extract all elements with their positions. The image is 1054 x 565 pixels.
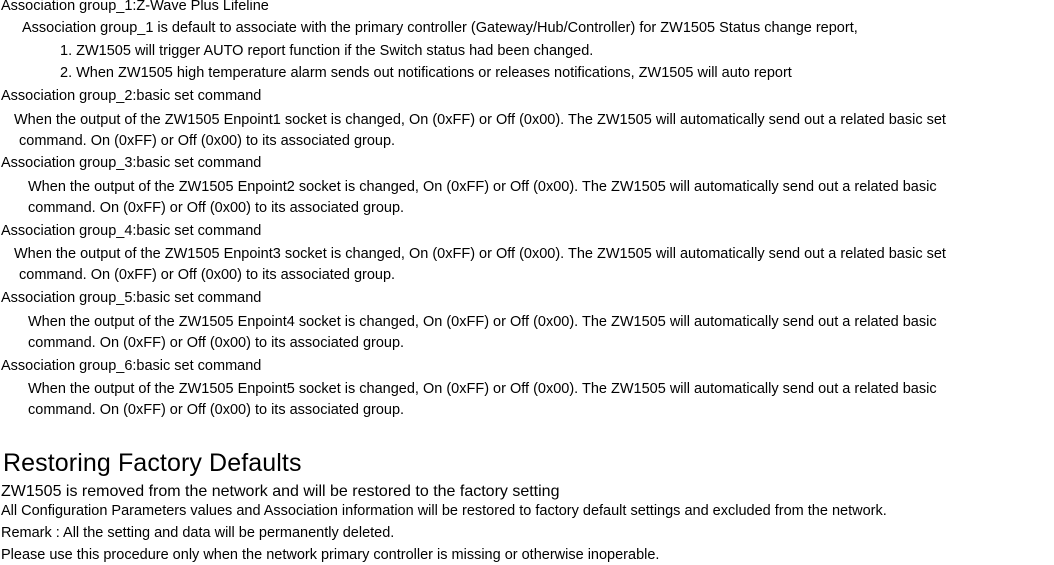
group3-line-1: When the output of the ZW1505 Enpoint2 socket is changed, On (0xFF) or Off (0x00). The ZW1505 will automatically send out a related basic (28, 179, 937, 195)
group4-title: Association group_4:basic set command (1, 223, 262, 239)
factory-reset-subheading: ZW1505 is removed from the network and will be restored to the factory setting (1, 483, 560, 500)
group1-item-2: 2. When ZW1505 high temperature alarm sends out notifications or releases notifications, ZW1505 will auto report (60, 65, 792, 81)
group1-description: Association group_1 is default to associate with the primary controller (Gateway/Hub/Controller) for ZW1505 Status change report, (22, 20, 858, 36)
factory-reset-line-3: Please use this procedure only when the network primary controller is missing or otherwise inoperable. (1, 547, 660, 563)
factory-reset-heading: Restoring Factory Defaults (3, 449, 302, 477)
group6-line-1: When the output of the ZW1505 Enpoint5 socket is changed, On (0xFF) or Off (0x00). The ZW1505 will automatically send out a related basic (28, 381, 937, 397)
group3-title: Association group_3:basic set command (1, 155, 262, 171)
group4-line-1: When the output of the ZW1505 Enpoint3 socket is changed, On (0xFF) or Off (0x00). The ZW1505 will automatically send out a related basic set (14, 246, 946, 262)
group3-line-2: command. On (0xFF) or Off (0x00) to its associated group. (28, 200, 405, 216)
group2-line-1: When the output of the ZW1505 Enpoint1 socket is changed, On (0xFF) or Off (0x00). The ZW1505 will automatically send out a related basic set (14, 112, 946, 128)
factory-reset-line-1: All Configuration Parameters values and Association information will be restored to factory default settings and excluded from the network. (1, 503, 887, 519)
factory-reset-remark: Remark : All the setting and data will be permanently deleted. (1, 525, 395, 541)
group1-item-1: 1. ZW1505 will trigger AUTO report function if the Switch status had been changed. (60, 43, 594, 59)
group6-line-2: command. On (0xFF) or Off (0x00) to its associated group. (28, 402, 405, 418)
group5-title: Association group_5:basic set command (1, 290, 262, 306)
group5-line-1: When the output of the ZW1505 Enpoint4 socket is changed, On (0xFF) or Off (0x00). The ZW1505 will automatically send out a related basic (28, 314, 937, 330)
group2-line-2: command. On (0xFF) or Off (0x00) to its associated group. (19, 133, 396, 149)
group2-title: Association group_2:basic set command (1, 88, 262, 104)
group5-line-2: command. On (0xFF) or Off (0x00) to its associated group. (28, 335, 405, 351)
group1-title: Association group_1:Z-Wave Plus Lifeline (1, 0, 269, 14)
group4-line-2: command. On (0xFF) or Off (0x00) to its associated group. (19, 267, 396, 283)
group6-title: Association group_6:basic set command (1, 358, 262, 374)
